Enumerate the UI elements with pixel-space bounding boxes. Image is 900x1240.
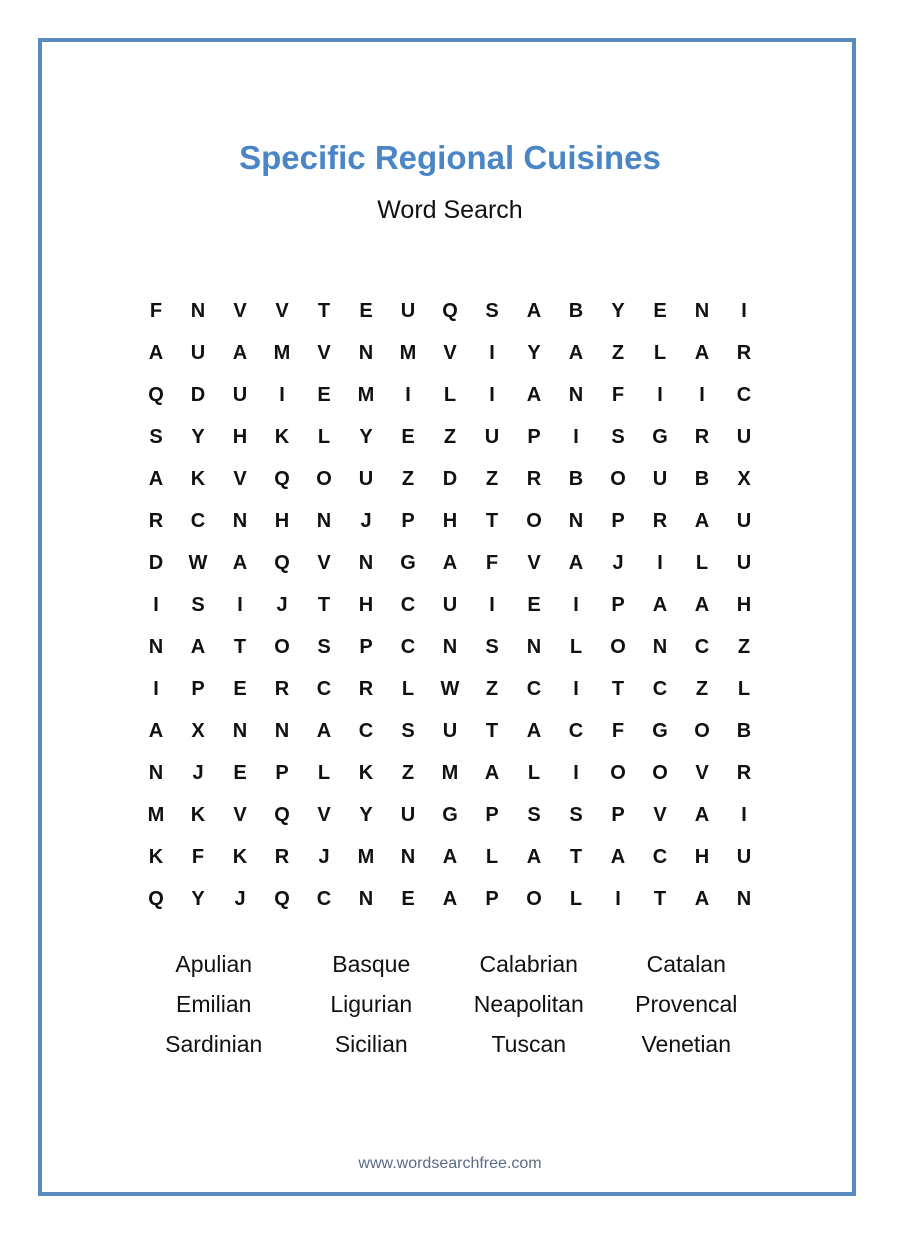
grid-cell: U xyxy=(484,425,500,448)
grid-cell: A xyxy=(694,887,710,910)
grid-cell: N xyxy=(652,635,668,658)
grid-cell: K xyxy=(274,425,290,448)
grid-cell: N xyxy=(694,299,710,322)
grid-cell: D xyxy=(442,467,458,490)
grid-cell: B xyxy=(568,467,584,490)
grid-cell: I xyxy=(573,593,579,616)
grid-cell: V xyxy=(695,761,709,784)
grid-cell: Z xyxy=(695,677,709,700)
grid-cell: O xyxy=(694,719,710,742)
grid-cell: S xyxy=(317,635,331,658)
grid-cell: P xyxy=(359,635,373,658)
grid-cell: Y xyxy=(191,425,205,448)
grid-cell: K xyxy=(232,845,248,868)
grid-cell: L xyxy=(569,635,583,658)
grid-cell: I xyxy=(657,383,663,406)
grid-cell: C xyxy=(316,887,332,910)
grid-cell: R xyxy=(358,677,374,700)
grid-cell: A xyxy=(568,341,584,364)
grid-cell: E xyxy=(233,761,247,784)
grid-cell: A xyxy=(442,551,458,574)
grid-cell: L xyxy=(317,761,331,784)
grid-cell: F xyxy=(611,719,625,742)
grid-cell: J xyxy=(318,845,330,868)
grid-cell: U xyxy=(358,467,374,490)
word-list-item: Venetian xyxy=(641,1030,732,1057)
grid-cell: H xyxy=(358,593,374,616)
grid-cell: T xyxy=(317,299,331,322)
grid-cell: P xyxy=(401,509,415,532)
grid-cell: V xyxy=(527,551,541,574)
grid-cell: G xyxy=(442,803,458,826)
grid-cell: F xyxy=(485,551,499,574)
grid-cell: O xyxy=(610,635,626,658)
grid-cell: N xyxy=(232,509,248,532)
grid-cell: A xyxy=(484,761,500,784)
grid-cell: E xyxy=(317,383,331,406)
word-list-item: Ligurian xyxy=(330,990,413,1017)
grid-cell: O xyxy=(652,761,668,784)
grid-cell: Q xyxy=(148,383,164,406)
grid-cell: I xyxy=(489,341,495,364)
grid-cell: N xyxy=(568,509,584,532)
grid-cell: A xyxy=(148,719,164,742)
grid-cell: G xyxy=(652,719,668,742)
grid-cell: I xyxy=(279,383,285,406)
grid-cell: Z xyxy=(401,761,415,784)
grid-cell: R xyxy=(274,677,290,700)
grid-cell: P xyxy=(527,425,541,448)
grid-cell: K xyxy=(148,845,164,868)
grid-cell: C xyxy=(358,719,374,742)
grid-cell: C xyxy=(694,635,710,658)
grid-cell: Z xyxy=(737,635,751,658)
grid-cell: V xyxy=(317,551,331,574)
grid-cell: I xyxy=(153,593,159,616)
grid-cell: G xyxy=(400,551,416,574)
grid-cell: A xyxy=(568,551,584,574)
grid-cell: V xyxy=(317,341,331,364)
grid-cell: E xyxy=(359,299,373,322)
grid-cell: R xyxy=(526,467,542,490)
grid-cell: A xyxy=(694,593,710,616)
grid-cell: I xyxy=(153,677,159,700)
grid-cell: H xyxy=(694,845,710,868)
grid-cell: C xyxy=(190,509,206,532)
grid-cell: W xyxy=(188,551,208,574)
grid-cell: J xyxy=(612,551,624,574)
grid-cell: A xyxy=(694,803,710,826)
grid-cell: R xyxy=(148,509,164,532)
grid-cell: U xyxy=(442,719,458,742)
grid-cell: T xyxy=(485,719,499,742)
grid-cell: K xyxy=(190,803,206,826)
grid-cell: U xyxy=(736,845,752,868)
grid-cell: B xyxy=(736,719,752,742)
grid-cell: C xyxy=(652,845,668,868)
grid-cell: V xyxy=(275,299,289,322)
grid-cell: P xyxy=(611,593,625,616)
grid-cell: T xyxy=(611,677,625,700)
grid-cell: N xyxy=(358,887,374,910)
grid-cell: V xyxy=(233,467,247,490)
grid-cell: A xyxy=(526,383,542,406)
grid-cell: Y xyxy=(359,425,373,448)
grid-cell: O xyxy=(526,887,542,910)
grid-cell: L xyxy=(443,383,457,406)
grid-cell: A xyxy=(610,845,626,868)
grid-cell: X xyxy=(737,467,751,490)
grid-cell: I xyxy=(741,299,747,322)
grid-cell: U xyxy=(190,341,206,364)
grid-cell: I xyxy=(573,677,579,700)
grid-cell: N xyxy=(274,719,290,742)
grid-cell: V xyxy=(653,803,667,826)
grid-cell: J xyxy=(192,761,204,784)
grid-cell: L xyxy=(695,551,709,574)
grid-cell: N xyxy=(232,719,248,742)
grid-cell: V xyxy=(233,803,247,826)
grid-cell: M xyxy=(357,845,375,868)
grid-cell: B xyxy=(694,467,710,490)
grid-cell: C xyxy=(568,719,584,742)
grid-cell: O xyxy=(274,635,290,658)
grid-cell: F xyxy=(611,383,625,406)
word-list-item: Apulian xyxy=(175,950,253,977)
word-list-item: Neapolitan xyxy=(473,990,584,1017)
grid-cell: C xyxy=(736,383,752,406)
grid-cell: A xyxy=(694,509,710,532)
grid-cell: A xyxy=(526,299,542,322)
grid-cell: L xyxy=(401,677,415,700)
grid-cell: T xyxy=(317,593,331,616)
grid-cell: S xyxy=(569,803,583,826)
grid-cell: V xyxy=(233,299,247,322)
grid-cell: O xyxy=(316,467,332,490)
grid-cell: A xyxy=(526,845,542,868)
grid-cell: C xyxy=(400,593,416,616)
grid-cell: A xyxy=(442,845,458,868)
grid-cell: H xyxy=(232,425,248,448)
grid-cell: H xyxy=(442,509,458,532)
word-list-item: Emilian xyxy=(176,990,252,1017)
grid-cell: Z xyxy=(485,677,499,700)
grid-cell: T xyxy=(653,887,667,910)
grid-cell: K xyxy=(358,761,374,784)
grid-cell: T xyxy=(569,845,583,868)
grid-cell: I xyxy=(657,551,663,574)
grid-cell: O xyxy=(610,467,626,490)
grid-cell: A xyxy=(442,887,458,910)
grid-cell: E xyxy=(527,593,541,616)
grid-cell: I xyxy=(615,887,621,910)
grid-cell: N xyxy=(358,341,374,364)
grid-cell: S xyxy=(401,719,415,742)
grid-cell: U xyxy=(442,593,458,616)
grid-cell: L xyxy=(569,887,583,910)
grid-cell: Z xyxy=(611,341,625,364)
grid-cell: B xyxy=(568,299,584,322)
grid-cell: L xyxy=(527,761,541,784)
grid-cell: S xyxy=(611,425,625,448)
grid-cell: P xyxy=(191,677,205,700)
grid-cell: R xyxy=(274,845,290,868)
footer-url: www.wordsearchfree.com xyxy=(358,1155,542,1172)
grid-cell: N xyxy=(568,383,584,406)
grid-cell: I xyxy=(237,593,243,616)
grid-cell: C xyxy=(526,677,542,700)
word-list-item: Tuscan xyxy=(491,1030,567,1057)
grid-cell: C xyxy=(316,677,332,700)
grid-cell: I xyxy=(489,383,495,406)
grid-cell: X xyxy=(191,719,205,742)
grid-cell: D xyxy=(190,383,206,406)
grid-cell: M xyxy=(399,341,417,364)
grid-cell: U xyxy=(736,509,752,532)
grid-cell: Q xyxy=(274,551,290,574)
grid-cell: O xyxy=(526,509,542,532)
grid-cell: R xyxy=(652,509,668,532)
grid-cell: E xyxy=(653,299,667,322)
grid-cell: Z xyxy=(443,425,457,448)
grid-cell: P xyxy=(485,887,499,910)
grid-cell: E xyxy=(401,425,415,448)
word-list-item: Catalan xyxy=(646,950,726,977)
grid-cell: I xyxy=(573,761,579,784)
grid-cell: N xyxy=(148,761,164,784)
grid-cell: A xyxy=(148,341,164,364)
grid-cell: M xyxy=(441,761,459,784)
grid-cell: I xyxy=(699,383,705,406)
page-subtitle: Word Search xyxy=(377,196,523,224)
grid-cell: J xyxy=(276,593,288,616)
grid-cell: C xyxy=(400,635,416,658)
grid-cell: Z xyxy=(485,467,499,490)
grid-cell: J xyxy=(234,887,246,910)
grid-cell: N xyxy=(358,551,374,574)
grid-cell: Y xyxy=(611,299,625,322)
grid-cell: L xyxy=(317,425,331,448)
word-list-item: Calabrian xyxy=(479,950,578,977)
grid-cell: U xyxy=(736,551,752,574)
grid-cell: U xyxy=(400,299,416,322)
grid-cell: R xyxy=(736,341,752,364)
grid-cell: O xyxy=(610,761,626,784)
grid-cell: G xyxy=(652,425,668,448)
grid-cell: N xyxy=(526,635,542,658)
grid-cell: A xyxy=(232,341,248,364)
grid-cell: R xyxy=(736,761,752,784)
grid-cell: V xyxy=(443,341,457,364)
grid-cell: P xyxy=(611,803,625,826)
word-list-item: Sicilian xyxy=(334,1030,408,1057)
grid-cell: A xyxy=(652,593,668,616)
grid-cell: S xyxy=(527,803,541,826)
grid-cell: N xyxy=(316,509,332,532)
grid-cell: M xyxy=(147,803,165,826)
letter-grid xyxy=(135,290,765,920)
grid-cell: J xyxy=(360,509,372,532)
grid-cell: Y xyxy=(359,803,373,826)
grid-cell: E xyxy=(401,887,415,910)
grid-cell: M xyxy=(357,383,375,406)
grid-cell: C xyxy=(652,677,668,700)
grid-cell: T xyxy=(233,635,247,658)
grid-cell: I xyxy=(405,383,411,406)
grid-cell: Y xyxy=(527,341,541,364)
grid-cell: N xyxy=(736,887,752,910)
grid-cell: Q xyxy=(442,299,458,322)
grid-cell: A xyxy=(190,635,206,658)
grid-cell: Q xyxy=(274,467,290,490)
grid-cell: S xyxy=(485,299,499,322)
grid-cell: L xyxy=(485,845,499,868)
grid-cell: K xyxy=(190,467,206,490)
grid-cell: P xyxy=(485,803,499,826)
grid-cell: I xyxy=(573,425,579,448)
grid-cell: U xyxy=(736,425,752,448)
word-list xyxy=(135,944,765,1064)
grid-cell: N xyxy=(190,299,206,322)
grid-cell: H xyxy=(736,593,752,616)
grid-cell: W xyxy=(440,677,460,700)
grid-cell: N xyxy=(148,635,164,658)
grid-cell: I xyxy=(741,803,747,826)
grid-cell: N xyxy=(442,635,458,658)
grid-cell: L xyxy=(737,677,751,700)
grid-cell: Z xyxy=(401,467,415,490)
grid-cell: L xyxy=(653,341,667,364)
grid-cell: A xyxy=(526,719,542,742)
grid-cell: E xyxy=(233,677,247,700)
word-list-item: Provencal xyxy=(635,990,738,1017)
grid-cell: A xyxy=(232,551,248,574)
grid-cell: F xyxy=(149,299,163,322)
grid-cell: U xyxy=(400,803,416,826)
grid-cell: F xyxy=(191,845,205,868)
grid-cell: U xyxy=(232,383,248,406)
page-title: Specific Regional Cuisines xyxy=(239,139,661,176)
grid-cell: Q xyxy=(148,887,164,910)
grid-cell: S xyxy=(191,593,205,616)
grid-cell: I xyxy=(489,593,495,616)
grid-cell: Y xyxy=(191,887,205,910)
grid-cell: N xyxy=(400,845,416,868)
grid-cell: Q xyxy=(274,803,290,826)
grid-cell: U xyxy=(652,467,668,490)
grid-cell: A xyxy=(694,341,710,364)
word-list-item: Basque xyxy=(332,950,411,977)
grid-cell: D xyxy=(148,551,164,574)
grid-cell: A xyxy=(316,719,332,742)
grid-cell: H xyxy=(274,509,290,532)
grid-cell: P xyxy=(275,761,289,784)
grid-cell: Q xyxy=(274,887,290,910)
word-list-item: Sardinian xyxy=(165,1030,263,1057)
grid-cell: R xyxy=(694,425,710,448)
grid-cell: M xyxy=(273,341,291,364)
grid-cell: S xyxy=(149,425,163,448)
grid-cell: T xyxy=(485,509,499,532)
grid-cell: P xyxy=(611,509,625,532)
grid-cell: V xyxy=(317,803,331,826)
grid-cell: A xyxy=(148,467,164,490)
grid-cell: S xyxy=(485,635,499,658)
